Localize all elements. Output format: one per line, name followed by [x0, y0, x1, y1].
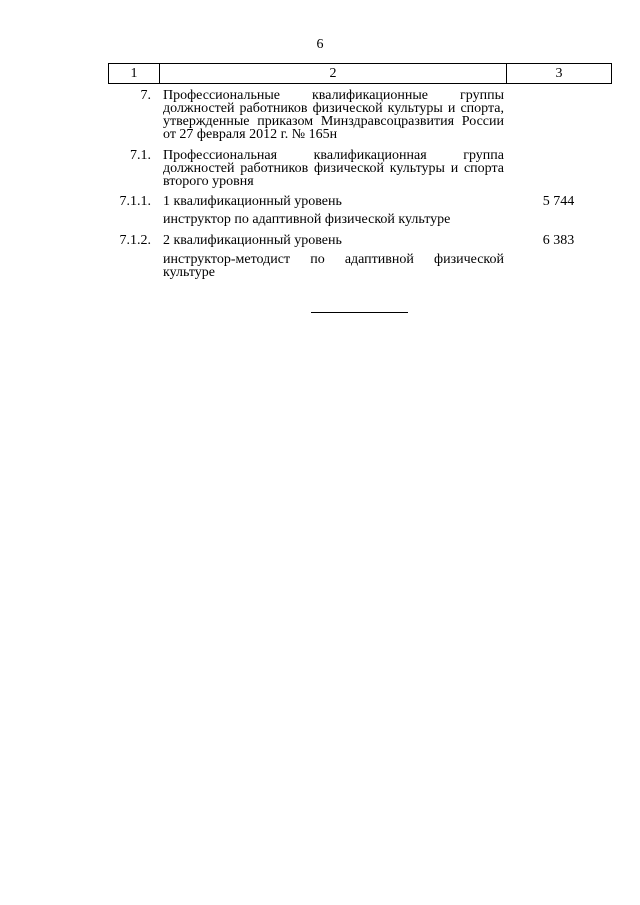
- table-header-row: [109, 64, 612, 84]
- row-description: Профессиональные квалификационные группы должностей работников физической культуры и спорта, утвержденные приказом Минздравсоцразвития России от 27 февраля 2012 г. № 165н: [163, 88, 504, 142]
- column-header-1: 1: [109, 64, 160, 84]
- row-description: 2 квалификационный уровень: [163, 233, 342, 248]
- column-header-2: 2: [160, 64, 507, 84]
- row-description: инструктор-методист по адаптивной физической культуре: [163, 252, 504, 280]
- row-number: 7.1.: [130, 148, 151, 163]
- row-number: 7.1.2.: [119, 233, 151, 248]
- row-number: 7.1.1.: [119, 194, 151, 209]
- page-number: 6: [316, 37, 324, 52]
- closing-divider-line: [311, 312, 408, 313]
- row-number: 7.: [140, 88, 151, 103]
- row-description: Профессиональная квалификационная группа должностей работников физической культуры и спорта второго уровня: [163, 148, 504, 189]
- table-header: [108, 63, 612, 84]
- column-header-3: 3: [507, 64, 612, 84]
- row-description: 1 квалификационный уровень: [163, 194, 342, 209]
- row-value: 6 383: [542, 233, 575, 248]
- row-description: инструктор по адаптивной физической культуре: [163, 212, 451, 227]
- row-value: 5 744: [542, 194, 575, 209]
